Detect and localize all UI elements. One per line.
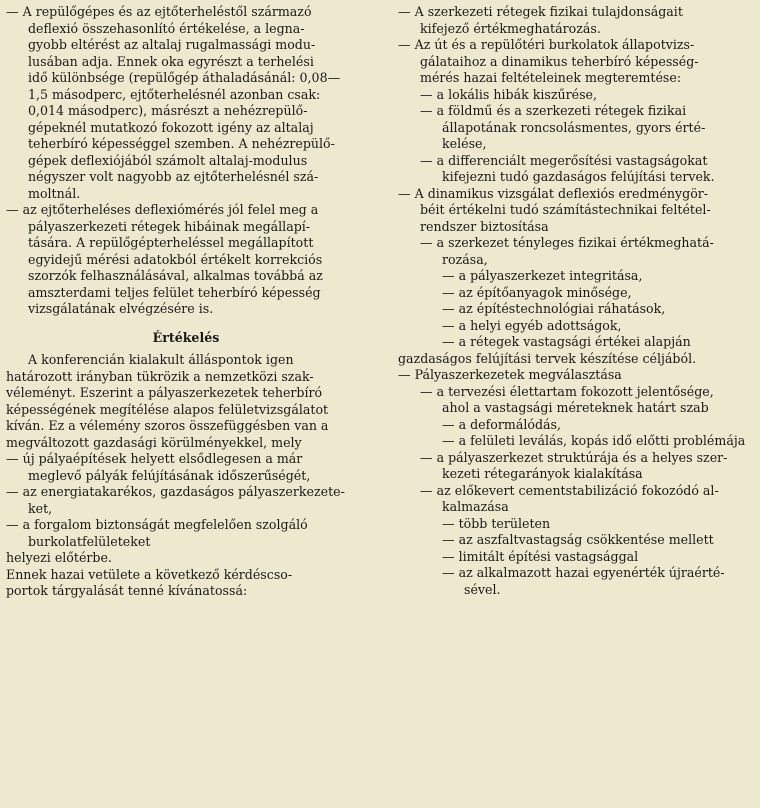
text-line: — A szerkezeti rétegek fizikai tulajdonságait (398, 4, 683, 19)
text-line: — új pályaépítések helyett elsődlegesen a már (6, 451, 303, 466)
text-line: kalmazása (442, 499, 509, 514)
text-line: vizsgálatának elvégzésére is. (28, 301, 214, 316)
text-line: négyszer volt nagyobb az ejtőterhelésnél szá- (28, 169, 319, 184)
text-line: ahol a vastagsági méreteknek határt szab (442, 400, 709, 415)
text-line: megváltozott gazdasági körülményekkel, mely (6, 434, 302, 450)
text-line: burkolatfelületeket (28, 533, 151, 549)
text-line: — a tervezési élettartam fokozott jelentősége, (420, 383, 714, 399)
left-column (6, 4, 366, 600)
text-line: rendszer biztosítása (420, 218, 549, 234)
text-line: rozása, (442, 251, 488, 267)
text-line: meglevő pályák felújításának időszerűségét, (28, 467, 311, 483)
text-line: 0,014 másodperc), másrészt a nehézrepülő- (28, 103, 308, 118)
text-line: — több területen (442, 515, 551, 531)
text-line: — A dinamikus vizsgálat deflexiós eredménygör- (398, 185, 709, 201)
text-line: határozott irányban tükrözik a nemzetközi szak- (6, 368, 314, 384)
text-line: — limitált építési vastagsággal (442, 548, 639, 564)
text-line: kelése, (442, 136, 487, 151)
text-line: ket, (28, 500, 53, 516)
text-line: — Pályaszerkezetek megválasztása (398, 367, 622, 382)
text-line: — a pályaszerkezet struktúrája és a helyes szer- (420, 449, 728, 465)
text-line: 1,5 másodperc, ejtőterhelésnél azonban csak: (28, 86, 321, 102)
text-line: — a felületi leválás, kopás idő előtti problémája (442, 433, 746, 448)
text-line: amszterdami teljes felület teherbíró képesség (28, 284, 321, 300)
text-line: lusában adja. Ennek oka egyrészt a terhelési (28, 53, 314, 69)
text-line: véleményt. Eszerint a pályaszerkezetek teherbíró (6, 385, 323, 400)
text-line: — az aszfaltvastagság csökkentése mellett (442, 532, 714, 547)
text-line: — az energiatakarékos, gazdaságos pályaszerkezete- (6, 484, 345, 499)
text-line: mérés hazai feltételeinek megteremtése: (420, 70, 682, 85)
text-line: Ennek hazai vetülete a következő kérdéscso- (6, 566, 293, 582)
text-line: idő különbsége (repülőgép áthaladásánál: 0,08— (28, 70, 341, 85)
section-heading: Értékelés (152, 329, 220, 345)
text-line: — az építőanyagok minősége, (442, 284, 632, 300)
text-line: kíván. Ez a vélemény szoros összefüggésben van a (6, 418, 329, 433)
text-line: — a forgalom biztonságát megfelelően szolgáló (6, 517, 308, 532)
text-line: — az ejtőterheléses deflexiómérés jól felel meg a (6, 202, 319, 217)
text-line: — a pályaszerkezet integritása, (442, 268, 643, 283)
text-line: portok tárgyalását tenné kívánatossá: (6, 583, 248, 598)
text-line: — a földmű és a szerkezeti rétegek fizikai (420, 103, 687, 118)
text-line: kifejező értékmeghatározás. (420, 20, 601, 36)
text-line: kezeti rétegarányok kialakítása (442, 466, 643, 481)
text-line: moltnál. (28, 185, 81, 201)
text-line: gazdaságos felújítási tervek készítése céljából. (398, 350, 697, 366)
text-line: tására. A repülőgépterheléssel megállapított (28, 235, 314, 250)
text-line: sével. (464, 581, 501, 597)
text-line: — a rétegek vastagsági értékei alapján (442, 334, 691, 349)
text-line: — az építéstechnológiai ráhatások, (442, 301, 666, 316)
text-line: gyobb eltérést az altalaj rugalmassági modu- (28, 37, 316, 52)
text-line: A konferencián kialakult álláspontok igen (28, 352, 294, 367)
text-line: kifejezni tudó gazdaságos felújítási tervek. (442, 169, 715, 184)
right-column (398, 4, 754, 598)
text-line: egyidejű mérési adatokból értékelt korrekciós (28, 251, 323, 267)
text-line: béit értékelni tudó számítástechnikai feltétel- (420, 202, 711, 217)
text-line: gálataihoz a dinamikus teherbíró képesség- (420, 53, 699, 69)
evaluation-paragraphs (6, 352, 366, 600)
text-line: — A repülőgépes és az ejtőterheléstől származó (6, 4, 312, 19)
text-line: — a helyi egyéb adottságok, (442, 317, 622, 333)
text-line: — a differenciált megerősítési vastagságokat (420, 152, 708, 168)
text-line: helyezi előtérbe. (6, 550, 112, 565)
text-line: deflexió összehasonlító értékelése, a legna- (28, 20, 305, 36)
text-line: gépek deflexiójából számolt altalaj-modulus (28, 152, 308, 168)
text-line: pályaszerkezeti rétegek hibáinak megállapí- (28, 218, 311, 234)
left-paragraphs (6, 4, 366, 318)
text-line: — az alkalmazott hazai egyenérték újraérté- (442, 565, 725, 580)
text-line: — a lokális hibák kiszűrése, (420, 86, 597, 102)
text-line: — Az út és a repülőtéri burkolatok állapotvizs- (398, 37, 695, 52)
text-line: állapotának roncsolásmentes, gyors érté- (442, 119, 706, 135)
text-line: szorzók felhasználásával, alkalmas továbbá az (28, 268, 323, 283)
text-line: — a deformálódás, (442, 416, 561, 432)
text-line: gépeknél mutatkozó fokozott igény az altalaj (28, 119, 314, 135)
right-paragraphs (398, 4, 754, 598)
text-line: — az előkevert cementstabilizáció fokozódó al- (420, 482, 719, 498)
text-line: teherbíró képességgel szemben. A nehézrepülő- (28, 136, 335, 151)
text-line: — a szerkezet tényleges fizikai értékmeghatá- (420, 235, 714, 250)
text-line: képességének megítélése alapos felületvizsgálatot (6, 401, 329, 417)
